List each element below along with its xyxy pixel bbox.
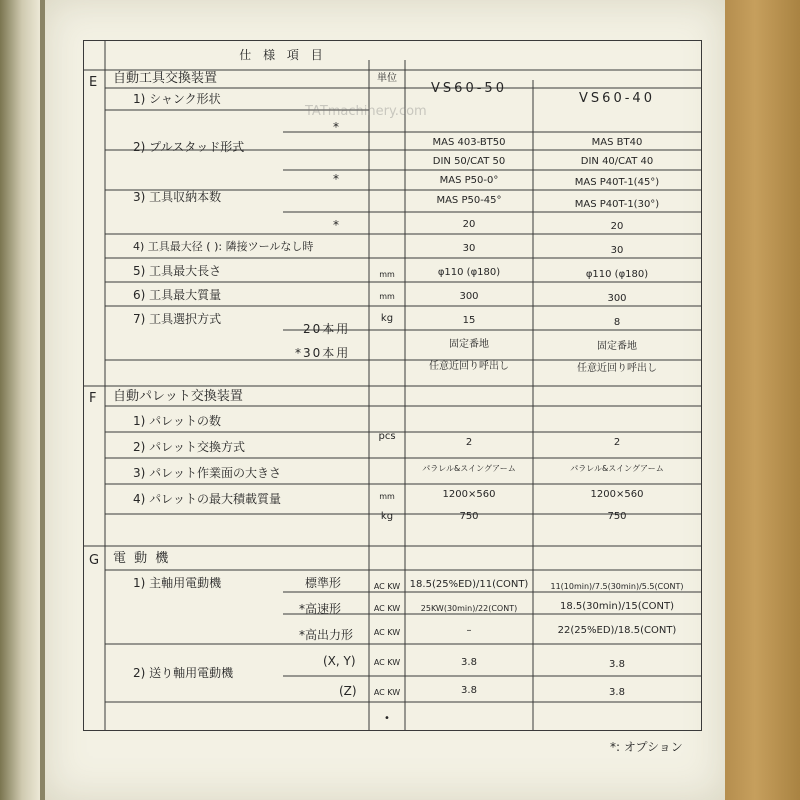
- value-b: 1200×560: [590, 489, 644, 500]
- value-a: パラレル&スイングアーム: [422, 464, 516, 473]
- spec-row-label: 4) パレットの最大積載質量: [133, 492, 282, 506]
- value-b: MAS P40T-1(45°): [574, 177, 660, 188]
- value-a: 15: [462, 315, 476, 326]
- unit-cell: AC KW: [373, 582, 401, 591]
- value-b: DIN 40/CAT 40: [580, 156, 654, 167]
- select-method-b2: 任意近回り呼出し: [577, 363, 657, 374]
- value-a: 30: [462, 243, 476, 254]
- section-f-letter: F: [89, 391, 97, 406]
- section-e-title: 自動工具交換装置: [113, 71, 218, 86]
- section-e-letter: E: [89, 75, 98, 90]
- value-a: 20: [462, 219, 476, 230]
- unit-cell: AC KW: [373, 628, 401, 637]
- value-b: 11(10min)/7.5(30min)/5.5(CONT): [550, 582, 684, 591]
- option-footnote: *: オプション: [610, 740, 683, 754]
- value-b: 300: [607, 293, 627, 304]
- value-b: MAS P40T-1(30°): [574, 199, 660, 210]
- spec-row-label: 1) シャンク形状: [133, 92, 221, 106]
- unit-cell: kg: [380, 313, 394, 324]
- model-b-header: VS60-40: [579, 91, 655, 106]
- sub-label-30: *30本用: [295, 346, 351, 360]
- value-a: 3.8: [461, 685, 477, 696]
- unit-cell: AC KW: [373, 658, 401, 667]
- spec-row-label: 6) 工具最大質量: [133, 288, 222, 302]
- spec-row-label: 2) プルスタッド形式: [133, 140, 245, 154]
- value-b: 2: [613, 437, 621, 448]
- value-b: φ110 (φ180): [585, 269, 649, 280]
- select-method-a1: 固定番地: [449, 339, 489, 350]
- motor-sub-label: 標準形: [305, 576, 342, 590]
- motor-sub-label: *高速形: [299, 602, 342, 616]
- value-b: 20: [610, 221, 624, 232]
- value-a: 3.8: [461, 657, 477, 668]
- unit-cell: mm: [379, 270, 395, 279]
- value-a: MAS P50-0°: [439, 175, 499, 186]
- value-a: MAS 403-BT50: [432, 137, 506, 148]
- option-mark: *: [333, 218, 339, 232]
- feed-motor-label: 2) 送り軸用電動機: [133, 666, 234, 680]
- value-a: 25KW(30min)/22(CONT): [420, 604, 518, 613]
- value-b: 22(25%ED)/18.5(CONT): [557, 625, 677, 636]
- value-a: MAS P50-45°: [436, 195, 502, 206]
- select-method-a2: 任意近回り呼出し: [429, 361, 509, 372]
- spec-page: [45, 0, 725, 800]
- value-b: MAS BT40: [591, 137, 643, 148]
- value-b: 3.8: [609, 687, 625, 698]
- book-spine: [0, 0, 40, 800]
- option-mark: *: [333, 172, 339, 186]
- spec-row-label: 2) パレット交換方式: [133, 440, 246, 454]
- sub-label-20: 20本用: [303, 322, 351, 336]
- value-b: 8: [613, 317, 621, 328]
- value-a: φ110 (φ180): [437, 267, 501, 278]
- unit-cell: pcs: [378, 431, 396, 442]
- motor-sub-label: *高出力形: [299, 628, 354, 642]
- value-a: DIN 50/CAT 50: [432, 156, 506, 167]
- dot-mark: •: [384, 713, 390, 724]
- watermark-text: TATmachinery.com: [305, 104, 427, 119]
- spec-title: 仕 様 項 目: [239, 48, 327, 62]
- value-b: 30: [610, 245, 624, 256]
- spec-row-label: 4) 工具最大径 ( ): 隣接ツールなし時: [133, 240, 314, 253]
- main-motor-label: 1) 主軸用電動機: [133, 576, 222, 590]
- model-a-header: VS60-50: [431, 81, 507, 96]
- motor-sub-label: (Z): [339, 684, 357, 698]
- value-b: 750: [607, 511, 627, 522]
- spec-row-label: 3) 工具収納本数: [133, 190, 222, 204]
- book-cover-edge: [725, 0, 800, 800]
- select-method-b1: 固定番地: [597, 341, 637, 352]
- spec-row-label: 5) 工具最大長さ: [133, 264, 222, 278]
- section-f-title: 自動パレット交換装置: [113, 389, 243, 404]
- option-mark: *: [333, 120, 339, 134]
- value-a: 18.5(25%ED)/11(CONT): [409, 579, 529, 590]
- section-g-letter: G: [89, 553, 100, 568]
- unit-header: 単位: [377, 73, 397, 84]
- value-b: パラレル&スイングアーム: [570, 464, 664, 473]
- unit-cell: mm: [379, 292, 395, 301]
- unit-cell: AC KW: [373, 604, 401, 613]
- value-a: 750: [459, 511, 479, 522]
- value-a: 1200×560: [442, 489, 496, 500]
- unit-cell: kg: [380, 511, 394, 522]
- motor-sub-label: (X, Y): [323, 654, 356, 668]
- section-g-title: 電 動 機: [113, 551, 171, 566]
- value-b: 3.8: [609, 659, 625, 670]
- spec-row-label: 7) 工具選択方式: [133, 312, 222, 326]
- value-a: 300: [459, 291, 479, 302]
- value-b: 18.5(30min)/15(CONT): [560, 601, 674, 612]
- spec-table: [83, 40, 747, 740]
- value-a: –: [466, 625, 472, 636]
- unit-cell: AC KW: [373, 688, 401, 697]
- unit-cell: mm: [379, 492, 395, 501]
- spec-row-label: 1) パレットの数: [133, 414, 222, 428]
- value-a: 2: [465, 437, 473, 448]
- spec-row-label: 3) パレット作業面の大きさ: [133, 466, 282, 480]
